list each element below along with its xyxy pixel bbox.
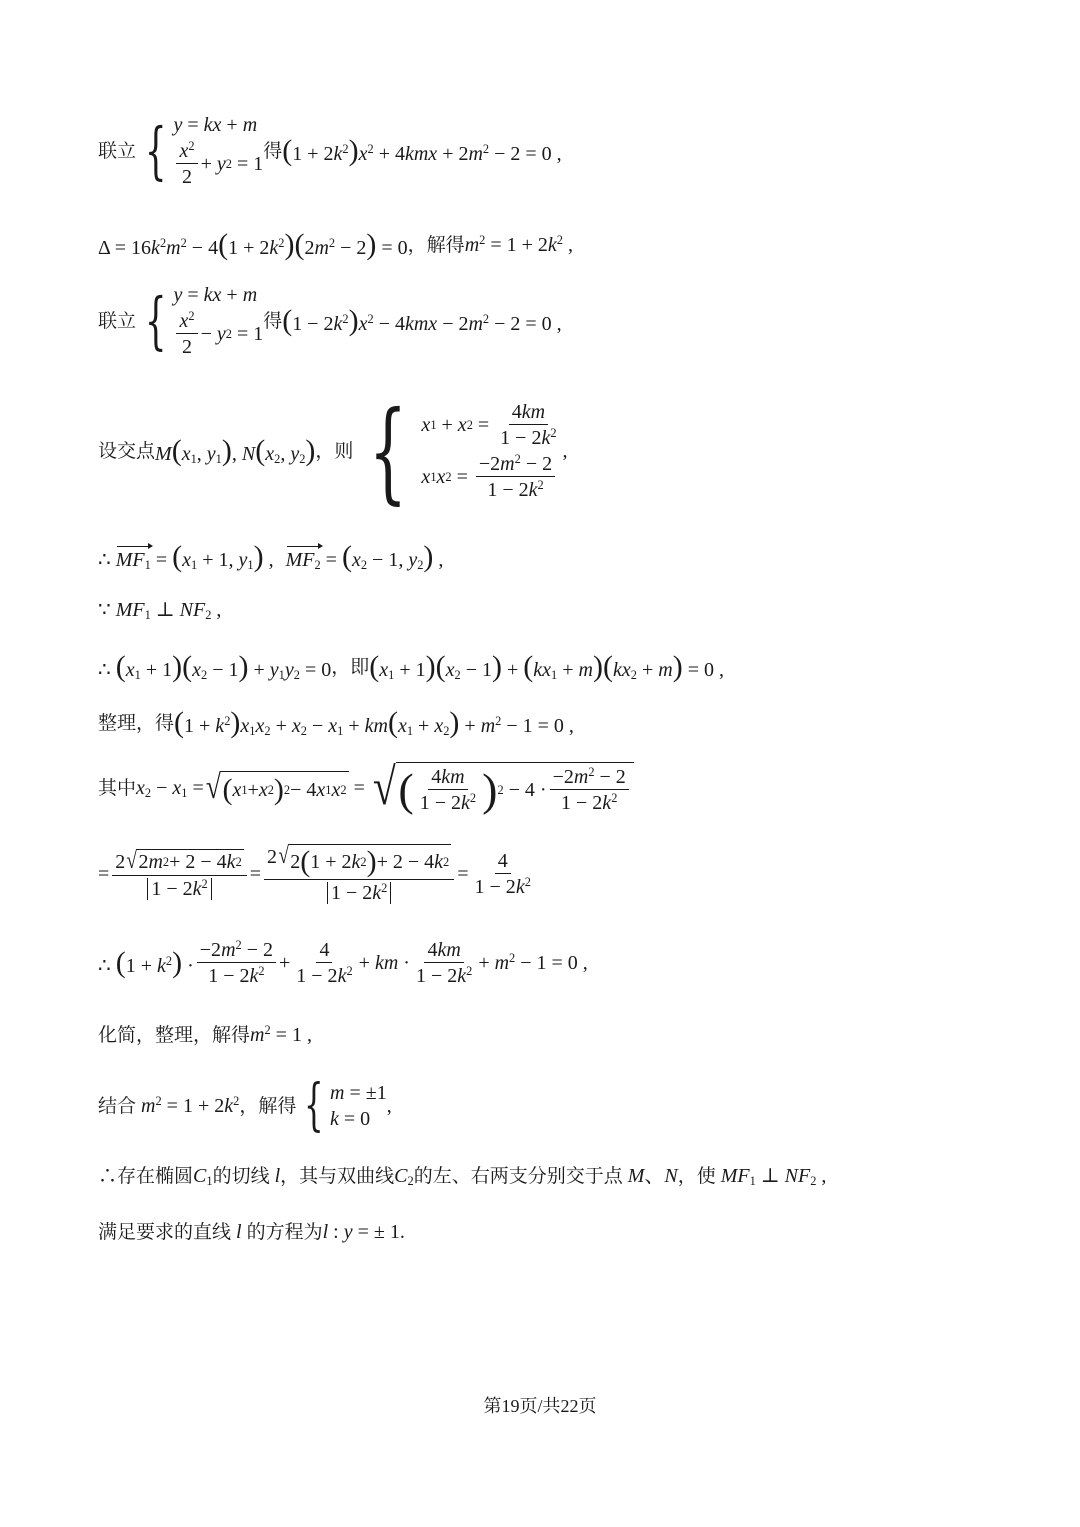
page-number: 第19页/共22页 [483, 1396, 597, 1416]
text-zhengli-de: 整理，得 [98, 711, 175, 734]
eq-quadratic-1: $(1 + 2k^2)x^2 + 4kmx + 2m^2 - 2 = 0$ , [282, 134, 562, 167]
text-jiehe: 结合 [98, 1094, 137, 1117]
text-qizhong: 其中 [98, 776, 137, 799]
text-cunzai: ∴存在椭圆 [98, 1164, 194, 1187]
eq-difference-cont: = 2 √ 2 m 2 + 2 − 4 k 2 $1 - 2k^2$ = 2 √ 2 ( 1 + 2 k 2 ) + 2 − 4 k 2 $1 - 2k^2$ = $\frac{4}{1 - 2k^2}$ [98, 843, 531, 904]
brace-solution: { m = ±1 k = 0 [304, 1073, 387, 1138]
brace-system-2: { y = kx + m $\frac{x^2}{2}$ − y 2 = 1 [144, 284, 264, 358]
text-shuangquxian: ，其与双曲线 [280, 1164, 395, 1187]
brace-system-1: { y = kx + m $\frac{x^2}{2}$ + y 2 = 1 [144, 114, 264, 188]
text-huajian: 化简，整理，解得 [98, 1023, 251, 1046]
eq-simplified: 整理，得 $(1 + k^2)x_1x_2 + x_2 - x_1 + km(x_1 + x_2) + m^2 - 1 = 0$ , [98, 706, 574, 739]
text-shi: ，使 [677, 1164, 716, 1187]
text-ze: ，则 [315, 439, 354, 462]
eq-substituted: ∴ $(1 + k^2)$ · $\frac{-2m^2 - 2}{1 - 2k^2}$ + $\frac{4}{1 - 2k^2}$ + km · $\frac{4km}{1 - 2k^2}$ + $m^2 - 1 = 0$ , [98, 938, 588, 987]
conclusion-existence: ∴存在椭圆 $C_1$ 的切线 l ，其与双曲线 $C_2$ 的左、右两支分别交于点 M、N ，使 $MF_1$ ⊥ $NF_2$ , [98, 1164, 827, 1189]
text-jiede-2: ，解得 [239, 1094, 297, 1117]
conclusion-answer: 满足要求的直线 l 的方程为 l : y = ± 1. [98, 1220, 405, 1243]
text-shejiaodian: 设交点 [98, 439, 156, 462]
eq-dot-product: ∴ $(x_1 + 1)(x_2 - 1) + y_1y_2 = 0$ ，即 $(x_1 + 1)(x_2 - 1) + (kx_1 + m)(kx_2 + m) = 0$ , [98, 650, 724, 683]
eq-difference: 其中 $x_2 - x_1$ = √ ( x 1 + x 2 ) 2 − 4 x 1 x 2 = √ ( $\frac{4km}{1 - 2k^2}$ ) 2 − 4 · $\frac{-2m^2 - 2}{1 - 2k^2}$ [98, 762, 634, 814]
eq-m-squared: 化简，整理，解得 $m^2 = 1$ , [98, 1023, 312, 1046]
text-zuoyou: 的左、右两支分别交于点 [413, 1164, 623, 1187]
text-jiede-1: ，解得 [407, 233, 465, 256]
text-de-2: 得 [263, 309, 283, 332]
text-ji: ，即 [331, 655, 370, 678]
eq-system-ellipse [98, 112, 562, 190]
text-qiexian: 的切线 [212, 1164, 270, 1187]
eq-combine: 结合 $m^2 = 1 + 2k^2$ ，解得 { m = ±1 k = 0 , [98, 1073, 392, 1138]
eq-system-hyperbola: 联立 { y = kx + m $\frac{x^2}{2}$ − y 2 = 1 得 $(1 - 2k^2)x^2 - 4kmx - 2m^2 - 2 = 0$ , [98, 284, 562, 358]
text-lianli-2: 联立 [98, 309, 137, 332]
text-de-1: 得 [263, 139, 283, 162]
text-manzu: 满足要求的直线 [98, 1220, 232, 1243]
eq-perpendicular: ∵ $MF_1$ ⊥ $NF_2$ , [98, 599, 222, 623]
eq-vieta: 设交点 $M(x_1$, $y_1$), $N(x_2$, $y_2$) ，则 { x 1 + x 2 = $\frac{4km}{1 - 2k^2}$ x 1 x 2 = $\frac{-2m^2 - 2}{1 - 2k^2}$ , [98, 387, 568, 515]
text-lianli-1: 联立 [98, 139, 137, 162]
eq-discriminant: $\Delta = 16k^2m^2 - 4(1 + 2k^2)(2m^2 - 2) = 0$ ，解得 $m^2 = 1 + 2k^2$ , [98, 228, 573, 261]
eq-vectors: ∴ $MF_1 = (x_1 + 1$, $y_1$) , $MF_2 = (x_2 - 1$, $y_2$) , [98, 540, 444, 573]
text-fangcheng: 的方程为 [246, 1220, 323, 1243]
brace-vieta: { x 1 + x 2 = $\frac{4km}{1 - 2k^2}$ x 1 x 2 = $\frac{-2m^2 - 2}{1 - 2k^2}$ [369, 387, 557, 515]
